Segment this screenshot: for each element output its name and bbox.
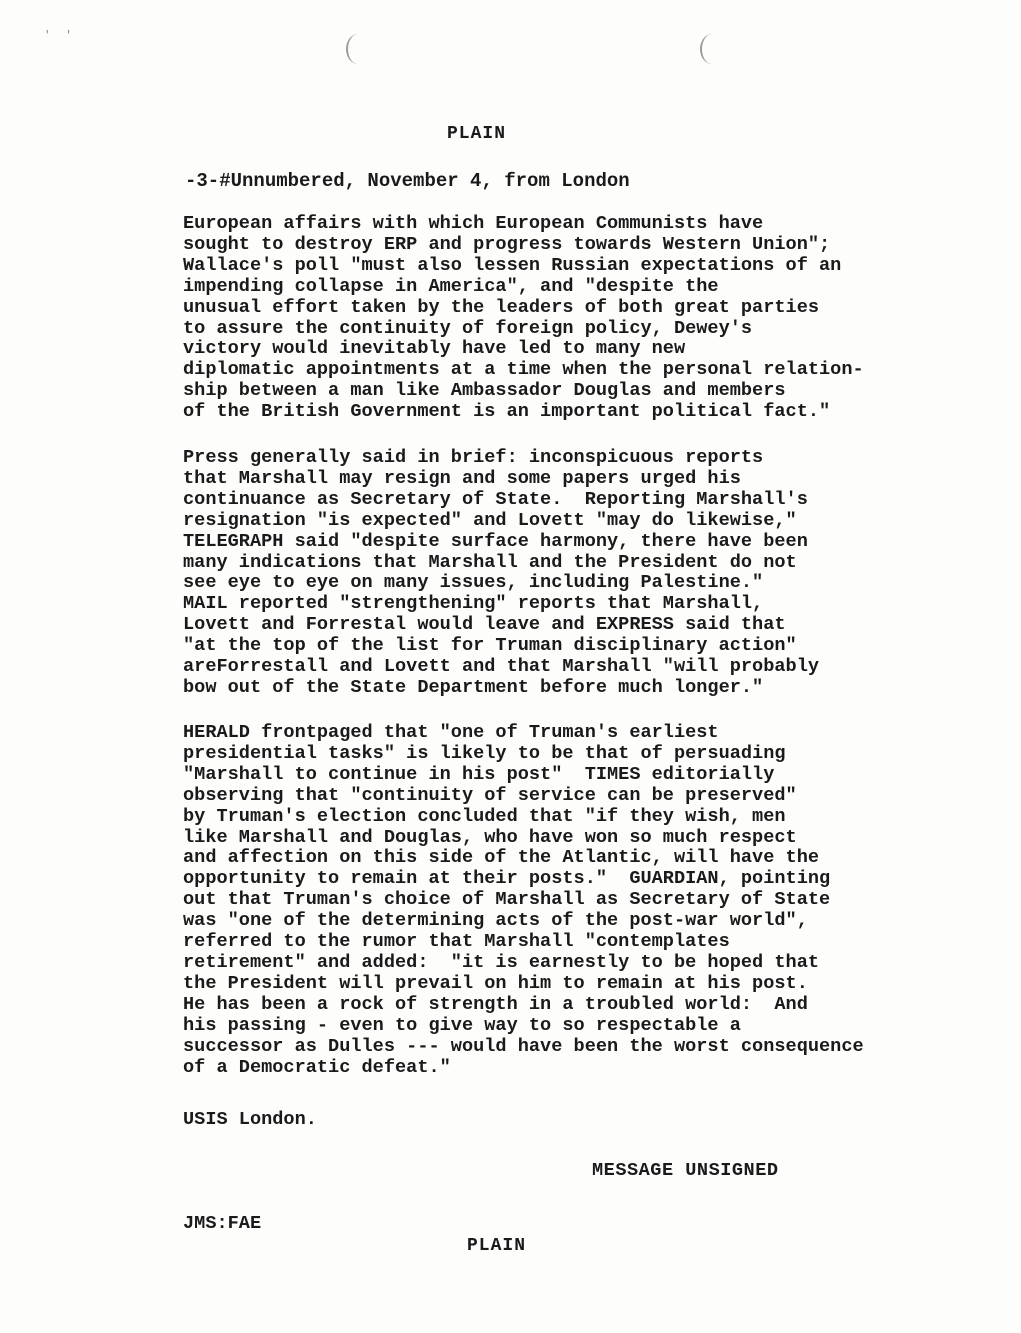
text-line: Press generally said in brief: inconspicuous reports xyxy=(183,447,764,468)
text-line: observing that "continuity of service can be preserved" xyxy=(183,784,797,806)
text-line: the President will prevail on him to remain at his post. xyxy=(183,972,808,994)
text-line: of a Democratic defeat." xyxy=(183,1056,451,1078)
text-line: sought to destroy ERP and progress towards Western Union"; xyxy=(183,233,831,255)
text-line: retirement" and added: "it is earnestly to be hoped that xyxy=(183,951,820,973)
text-line: by Truman's election concluded that "if they wish, men xyxy=(183,805,786,827)
text-line: was "one of the determining acts of the post-war world", xyxy=(183,910,808,932)
text-line: resignation "is expected" and Lovett "may do likewise," xyxy=(183,509,797,531)
text-line: He has been a rock of strength in a troubled world: And xyxy=(183,993,808,1015)
text-line: opportunity to remain at their posts." GUARDIAN, pointing xyxy=(183,868,831,890)
paragraph-1 xyxy=(183,214,983,423)
message-header: -3-#Unnumbered, November 4, from London xyxy=(185,170,630,192)
text-line: "Marshall to continue in his post" TIMES editorially xyxy=(183,763,775,785)
text-line: diplomatic appointments at a time when the personal relation- xyxy=(183,359,864,381)
text-line: ship between a man like Ambassador Douglas and members xyxy=(183,380,786,402)
classification-bottom: PLAIN xyxy=(467,1236,527,1256)
text-line: to assure the continuity of foreign policy, Dewey's xyxy=(183,317,753,339)
text-line: MAIL reported "strengthening" reports that Marshall, xyxy=(183,593,764,615)
text-line: referred to the rumor that Marshall "contemplates xyxy=(183,931,730,953)
text-line: of the British Government is an important political fact." xyxy=(183,401,831,423)
text-line: many indications that Marshall and the President do not xyxy=(183,551,797,573)
text-line: impending collapse in America", and "despite the xyxy=(183,275,719,297)
sign-off: USIS London. xyxy=(183,1109,317,1130)
text-line: unusual effort taken by the leaders of both great parties xyxy=(183,296,820,318)
text-line: his passing - even to give way to so respectable a xyxy=(183,1014,741,1036)
text-line: that Marshall may resign and some papers urged his xyxy=(183,467,741,489)
text-line: successor as Dulles --- would have been the worst consequence xyxy=(183,1035,864,1057)
text-line: like Marshall and Douglas, who have won so much respect xyxy=(183,826,797,848)
text-line: continuance as Secretary of State. Reporting Marshall's xyxy=(183,488,808,510)
text-line: bow out of the State Department before much longer." xyxy=(183,676,764,698)
text-line: HERALD frontpaged that "one of Truman's earliest xyxy=(183,722,719,743)
text-line: out that Truman's choice of Marshall as Secretary of State xyxy=(183,889,831,911)
text-line: victory would inevitably have led to many new xyxy=(183,338,686,360)
text-line: see eye to eye on many issues, including Palestine." xyxy=(183,572,764,594)
text-line: and affection on this side of the Atlantic, will have the xyxy=(183,847,820,869)
classification-top: PLAIN xyxy=(447,124,507,144)
text-line: Wallace's poll "must also lessen Russian expectations of an xyxy=(183,254,842,276)
text-line: presidential tasks" is likely to be that of persuading xyxy=(183,742,786,764)
text-line: European affairs with which European Communists have xyxy=(183,213,764,234)
margin-specks: ' ' xyxy=(44,30,76,42)
text-line: areForrestall and Lovett and that Marshall "will probably xyxy=(183,656,820,678)
punch-hole-left xyxy=(346,34,370,64)
reference-initials: JMS:FAE xyxy=(183,1213,262,1234)
text-line: "at the top of the list for Truman disciplinary action" xyxy=(183,635,797,657)
text-line: Lovett and Forrestal would leave and EXPRESS said that xyxy=(183,614,786,636)
paragraph-2 xyxy=(183,448,983,699)
text-line: TELEGRAPH said "despite surface harmony, there have been xyxy=(183,530,808,552)
punch-hole-right xyxy=(700,34,724,64)
message-unsigned: MESSAGE UNSIGNED xyxy=(592,1160,779,1181)
paragraph-3 xyxy=(183,723,983,1078)
